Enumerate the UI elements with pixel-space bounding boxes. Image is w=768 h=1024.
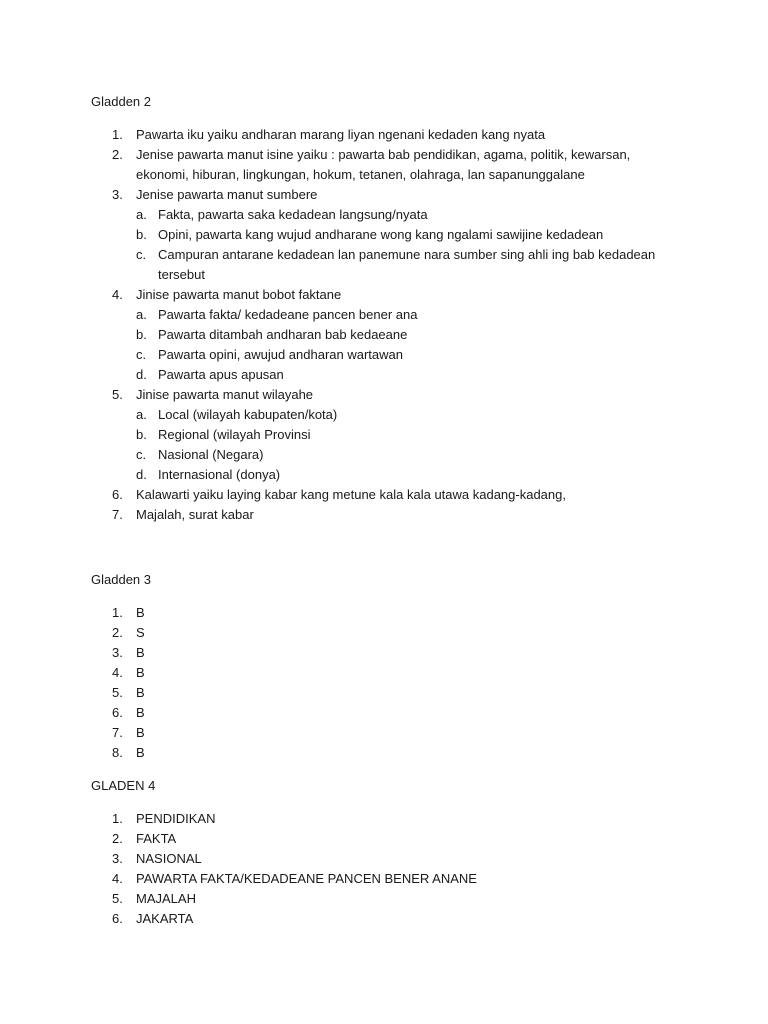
item-text: NASIONAL xyxy=(136,851,202,866)
item-number: 3. xyxy=(112,187,123,202)
item-text: B xyxy=(136,705,145,720)
item-number: 2. xyxy=(112,831,123,846)
list-item xyxy=(0,829,768,849)
item-text: Opini, pawarta kang wujud andharane wong kang ngalami sawijine kedadean xyxy=(158,227,604,242)
section-title-gladden-3: Gladden 3 xyxy=(91,572,151,587)
item-text: FAKTA xyxy=(136,831,177,846)
item-text: Pawarta iku yaiku andharan marang liyan ngenani kedaden kang nyata xyxy=(136,127,546,142)
item-number: 8. xyxy=(112,745,123,760)
sub-list-item xyxy=(0,365,768,385)
item-letter: a. xyxy=(136,407,147,422)
item-number: 5. xyxy=(112,387,123,402)
item-number: 4. xyxy=(112,871,123,886)
item-text: Jenise pawarta manut isine yaiku : pawarta bab pendidikan, agama, politik, kewarsan, ekonomi, hiburan, lingkungan, hokum, tetanen, olahraga, lan sapanunggalane xyxy=(136,147,631,182)
item-letter: c. xyxy=(136,347,147,362)
item-text: B xyxy=(136,665,145,680)
item-text: B xyxy=(136,645,145,660)
list-item xyxy=(0,643,768,663)
item-text: B xyxy=(136,685,145,700)
sub-list-item xyxy=(0,345,768,365)
item-text: Pawarta apus apusan xyxy=(158,367,284,382)
sub-list-item xyxy=(0,405,768,425)
gladen-4-list xyxy=(0,809,768,929)
item-letter: c. xyxy=(136,447,147,462)
item-number: 6. xyxy=(112,487,123,502)
item-text: Majalah, surat kabar xyxy=(136,507,254,522)
item-number: 5. xyxy=(112,685,123,700)
list-item xyxy=(0,505,768,525)
item-number: 5. xyxy=(112,891,123,906)
list-item xyxy=(0,703,768,723)
item-letter: a. xyxy=(136,207,147,222)
item-letter: a. xyxy=(136,307,147,322)
item-number: 7. xyxy=(112,507,123,522)
item-number: 2. xyxy=(112,147,123,162)
list-item xyxy=(0,743,768,763)
item-number: 1. xyxy=(112,127,123,142)
item-letter: d. xyxy=(136,467,147,482)
list-item xyxy=(0,809,768,829)
item-number: 3. xyxy=(112,851,123,866)
item-text: Nasional (Negara) xyxy=(158,447,264,462)
sub-list-item xyxy=(0,325,768,345)
sub-list-item xyxy=(0,465,768,485)
list-item xyxy=(0,683,768,703)
item-text: PENDIDIKAN xyxy=(136,811,216,826)
item-text: Pawarta opini, awujud andharan wartawan xyxy=(158,347,403,362)
item-text: B xyxy=(136,605,145,620)
list-item xyxy=(0,125,768,145)
item-text: PAWARTA FAKTA/KEDADEANE PANCEN BENER ANANE xyxy=(136,871,477,886)
item-number: 4. xyxy=(112,287,123,302)
item-letter: b. xyxy=(136,227,147,242)
item-text: MAJALAH xyxy=(136,891,196,906)
item-letter: c. xyxy=(136,247,147,262)
list-item xyxy=(0,869,768,889)
item-letter: b. xyxy=(136,327,147,342)
item-text: Pawarta ditambah andharan bab kedaeane xyxy=(158,327,408,342)
sub-list-item xyxy=(0,425,768,445)
list-item xyxy=(0,145,768,185)
item-text: Campuran antarane kedadean lan panemune nara sumber sing ahli ing bab kedadean tersebut xyxy=(158,247,656,282)
item-letter: d. xyxy=(136,367,147,382)
sub-list-item xyxy=(0,225,768,245)
list-item xyxy=(0,185,768,205)
item-text: B xyxy=(136,725,145,740)
item-text: Kalawarti yaiku laying kabar kang metune kala kala utawa kadang-kadang, xyxy=(136,487,566,502)
item-number: 2. xyxy=(112,625,123,640)
sub-list-item xyxy=(0,205,768,225)
section-title-gladen-4: GLADEN 4 xyxy=(91,778,156,793)
item-number: 7. xyxy=(112,725,123,740)
list-item xyxy=(0,623,768,643)
list-item xyxy=(0,485,768,505)
item-number: 6. xyxy=(112,911,123,926)
item-number: 3. xyxy=(112,645,123,660)
item-text: Fakta, pawarta saka kedadean langsung/nyata xyxy=(158,207,428,222)
gladden-3-list xyxy=(0,603,768,763)
item-number: 6. xyxy=(112,705,123,720)
item-text: Jinise pawarta manut bobot faktane xyxy=(136,287,342,302)
list-item xyxy=(0,603,768,623)
list-item xyxy=(0,285,768,305)
item-number: 1. xyxy=(112,605,123,620)
item-text: B xyxy=(136,745,145,760)
list-item xyxy=(0,889,768,909)
item-text: S xyxy=(136,625,145,640)
sub-list-item xyxy=(0,245,768,285)
item-text: JAKARTA xyxy=(136,911,194,926)
item-text: Jenise pawarta manut sumbere xyxy=(136,187,318,202)
item-text: Pawarta fakta/ kedadeane pancen bener ana xyxy=(158,307,418,322)
sub-list-item xyxy=(0,445,768,465)
list-item xyxy=(0,909,768,929)
item-text: Regional (wilayah Provinsi xyxy=(158,427,311,442)
list-item xyxy=(0,663,768,683)
item-letter: b. xyxy=(136,427,147,442)
sub-list-item xyxy=(0,305,768,325)
gladden-2-list xyxy=(0,125,768,525)
list-item xyxy=(0,723,768,743)
item-number: 1. xyxy=(112,811,123,826)
item-text: Local (wilayah kabupaten/kota) xyxy=(158,407,338,422)
item-text: Jinise pawarta manut wilayahe xyxy=(136,387,314,402)
list-item xyxy=(0,385,768,405)
item-text: Internasional (donya) xyxy=(158,467,281,482)
list-item xyxy=(0,849,768,869)
section-title-gladden-2: Gladden 2 xyxy=(91,94,151,109)
item-number: 4. xyxy=(112,665,123,680)
